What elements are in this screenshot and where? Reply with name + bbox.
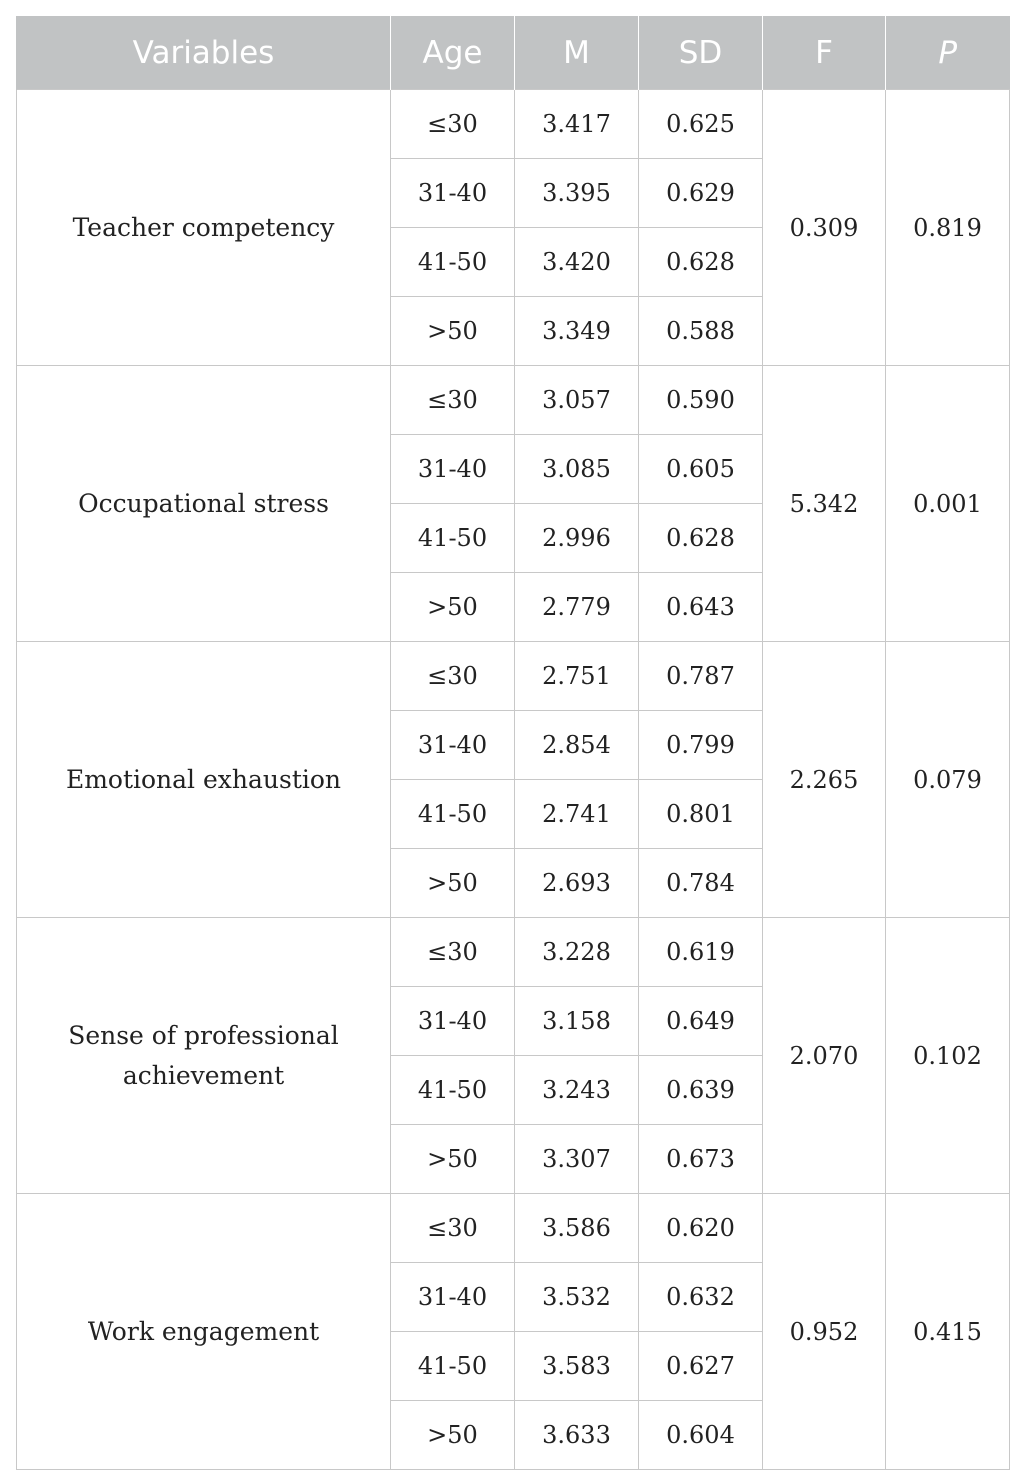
- sd-cell: 0.799: [639, 711, 763, 780]
- age-cell: 31-40: [391, 435, 515, 504]
- mean-cell: 3.395: [515, 159, 639, 228]
- sd-cell: 0.784: [639, 849, 763, 918]
- table-row: [17, 642, 1010, 711]
- mean-cell: 3.633: [515, 1401, 639, 1470]
- variable-name-cell: Work engagement: [17, 1194, 391, 1470]
- sd-cell: 0.632: [639, 1263, 763, 1332]
- variable-name-cell: Sense of professional achievement: [17, 918, 391, 1194]
- age-cell: >50: [391, 849, 515, 918]
- mean-cell: 3.057: [515, 366, 639, 435]
- variable-name-cell: Teacher competency: [17, 90, 391, 366]
- p-value-cell: 0.079: [886, 642, 1010, 918]
- sd-cell: 0.673: [639, 1125, 763, 1194]
- table-row: [17, 1194, 1010, 1263]
- mean-cell: 2.854: [515, 711, 639, 780]
- f-value-cell: 2.070: [763, 918, 886, 1194]
- header-m: M: [515, 16, 639, 90]
- p-value-cell: 0.415: [886, 1194, 1010, 1470]
- sd-cell: 0.605: [639, 435, 763, 504]
- mean-cell: 3.228: [515, 918, 639, 987]
- header-sd: SD: [639, 16, 763, 90]
- sd-cell: 0.649: [639, 987, 763, 1056]
- age-cell: 41-50: [391, 780, 515, 849]
- mean-cell: 2.693: [515, 849, 639, 918]
- mean-cell: 3.586: [515, 1194, 639, 1263]
- sd-cell: 0.627: [639, 1332, 763, 1401]
- age-anova-table: [16, 16, 1010, 1470]
- sd-cell: 0.604: [639, 1401, 763, 1470]
- header-age: Age: [391, 16, 515, 90]
- age-cell: 41-50: [391, 504, 515, 573]
- p-value-cell: 0.001: [886, 366, 1010, 642]
- age-cell: ≤30: [391, 366, 515, 435]
- f-value-cell: 0.309: [763, 90, 886, 366]
- f-value-cell: 2.265: [763, 642, 886, 918]
- mean-cell: 3.349: [515, 297, 639, 366]
- age-cell: ≤30: [391, 918, 515, 987]
- sd-cell: 0.629: [639, 159, 763, 228]
- age-cell: 31-40: [391, 159, 515, 228]
- sd-cell: 0.801: [639, 780, 763, 849]
- mean-cell: 3.243: [515, 1056, 639, 1125]
- mean-cell: 3.307: [515, 1125, 639, 1194]
- mean-cell: 3.158: [515, 987, 639, 1056]
- mean-cell: 2.996: [515, 504, 639, 573]
- age-cell: >50: [391, 1401, 515, 1470]
- age-cell: 41-50: [391, 1056, 515, 1125]
- age-cell: ≤30: [391, 642, 515, 711]
- age-cell: >50: [391, 1125, 515, 1194]
- sd-cell: 0.625: [639, 90, 763, 159]
- age-cell: ≤30: [391, 90, 515, 159]
- p-value-cell: 0.102: [886, 918, 1010, 1194]
- sd-cell: 0.619: [639, 918, 763, 987]
- sd-cell: 0.787: [639, 642, 763, 711]
- mean-cell: 2.751: [515, 642, 639, 711]
- sd-cell: 0.628: [639, 228, 763, 297]
- mean-cell: 3.085: [515, 435, 639, 504]
- sd-cell: 0.628: [639, 504, 763, 573]
- variable-name-cell: Occupational stress: [17, 366, 391, 642]
- sd-cell: 0.643: [639, 573, 763, 642]
- variable-name-cell: Emotional exhaustion: [17, 642, 391, 918]
- mean-cell: 3.417: [515, 90, 639, 159]
- mean-cell: 3.420: [515, 228, 639, 297]
- age-cell: >50: [391, 573, 515, 642]
- mean-cell: 2.741: [515, 780, 639, 849]
- age-cell: 31-40: [391, 1263, 515, 1332]
- sd-cell: 0.639: [639, 1056, 763, 1125]
- header-variables: Variables: [17, 16, 391, 90]
- sd-cell: 0.590: [639, 366, 763, 435]
- table-body: [17, 90, 1010, 1470]
- header-f: F: [763, 16, 886, 90]
- mean-cell: 2.779: [515, 573, 639, 642]
- mean-cell: 3.583: [515, 1332, 639, 1401]
- age-cell: >50: [391, 297, 515, 366]
- age-cell: 31-40: [391, 711, 515, 780]
- table-row: [17, 918, 1010, 987]
- age-cell: ≤30: [391, 1194, 515, 1263]
- table-row: [17, 90, 1010, 159]
- header-row: [17, 16, 1010, 90]
- age-cell: 41-50: [391, 1332, 515, 1401]
- p-value-cell: 0.819: [886, 90, 1010, 366]
- age-cell: 31-40: [391, 987, 515, 1056]
- sd-cell: 0.588: [639, 297, 763, 366]
- sd-cell: 0.620: [639, 1194, 763, 1263]
- table-row: [17, 366, 1010, 435]
- mean-cell: 3.532: [515, 1263, 639, 1332]
- f-value-cell: 5.342: [763, 366, 886, 642]
- f-value-cell: 0.952: [763, 1194, 886, 1470]
- age-cell: 41-50: [391, 228, 515, 297]
- header-p: P: [886, 16, 1010, 90]
- table-header: [17, 16, 1010, 90]
